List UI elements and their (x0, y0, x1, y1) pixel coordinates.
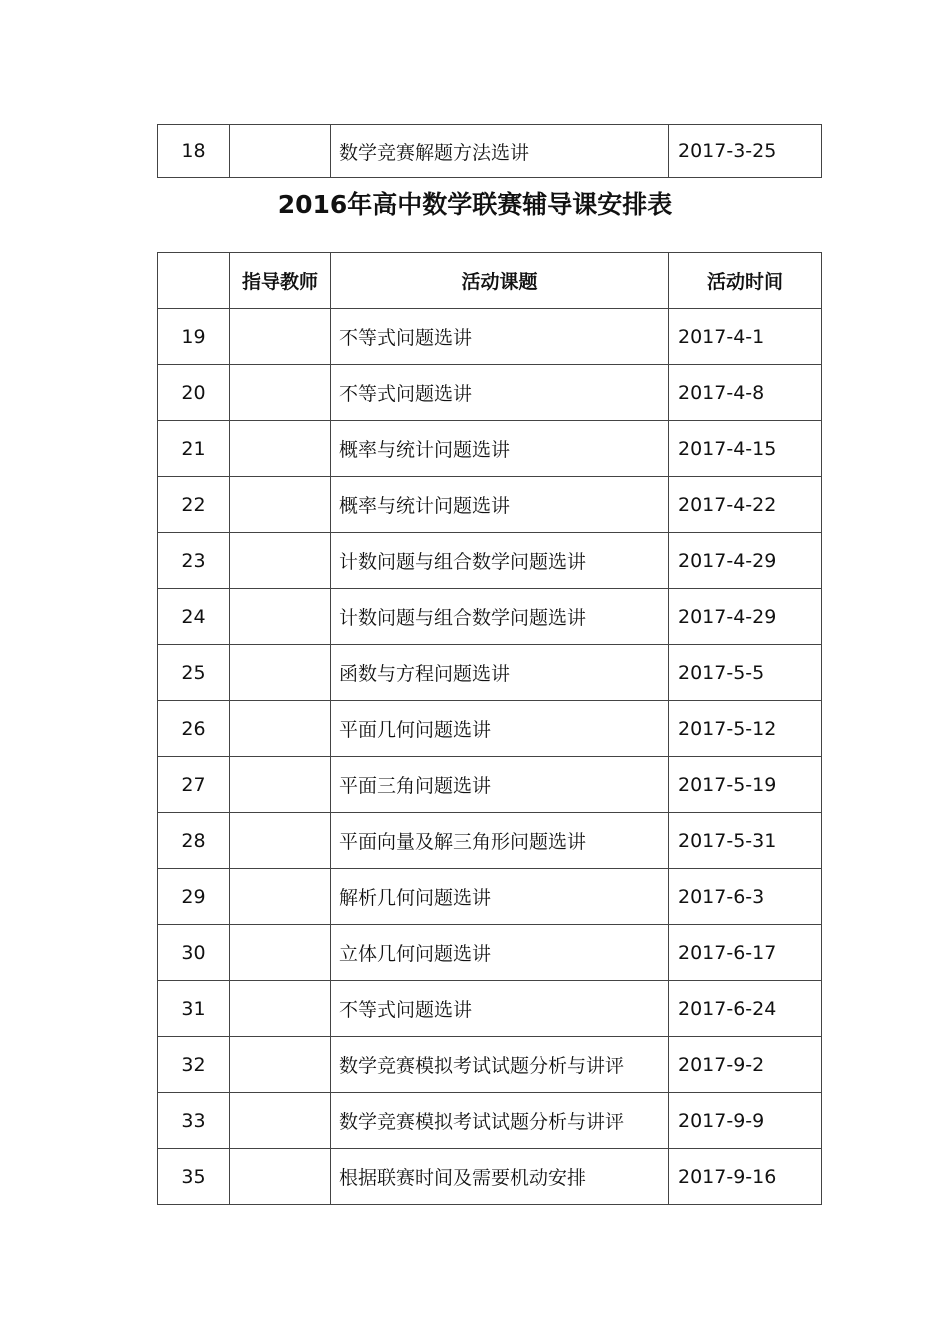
row-teacher (230, 1037, 331, 1093)
row-topic: 平面三角问题选讲 (331, 757, 669, 813)
row-topic: 立体几何问题选讲 (331, 925, 669, 981)
row-number: 32 (158, 1037, 230, 1093)
row-teacher (230, 645, 331, 701)
row-date: 2017-9-2 (669, 1037, 822, 1093)
row-number: 30 (158, 925, 230, 981)
row-teacher (230, 757, 331, 813)
row-teacher (230, 125, 331, 178)
row-topic: 计数问题与组合数学问题选讲 (331, 589, 669, 645)
row-number: 28 (158, 813, 230, 869)
row-teacher (230, 533, 331, 589)
row-date: 2017-9-16 (669, 1149, 822, 1205)
row-date: 2017-3-25 (669, 125, 822, 178)
row-teacher (230, 869, 331, 925)
table-row (158, 869, 822, 925)
table-header-row (158, 253, 822, 309)
row-number: 25 (158, 645, 230, 701)
row-number: 35 (158, 1149, 230, 1205)
row-number: 29 (158, 869, 230, 925)
row-date: 2017-6-24 (669, 981, 822, 1037)
table-row (158, 645, 822, 701)
row-number: 23 (158, 533, 230, 589)
table-row (158, 477, 822, 533)
page-title: 2016年高中数学联赛辅导课安排表 (277, 190, 673, 219)
row-teacher (230, 813, 331, 869)
row-date: 2017-4-29 (669, 533, 822, 589)
header-date: 活动时间 (669, 253, 822, 309)
row-topic: 不等式问题选讲 (331, 309, 669, 365)
row-date: 2017-4-15 (669, 421, 822, 477)
row-date: 2017-6-17 (669, 925, 822, 981)
row-teacher (230, 365, 331, 421)
row-date: 2017-4-22 (669, 477, 822, 533)
row-topic: 函数与方程问题选讲 (331, 645, 669, 701)
row-date: 2017-6-3 (669, 869, 822, 925)
header-number (158, 253, 230, 309)
row-topic: 不等式问题选讲 (331, 981, 669, 1037)
row-date: 2017-4-1 (669, 309, 822, 365)
row-topic: 概率与统计问题选讲 (331, 477, 669, 533)
row-number: 27 (158, 757, 230, 813)
row-date: 2017-5-12 (669, 701, 822, 757)
row-teacher (230, 981, 331, 1037)
row-topic: 平面向量及解三角形问题选讲 (331, 813, 669, 869)
schedule-table (157, 252, 822, 1205)
row-date: 2017-9-9 (669, 1093, 822, 1149)
table-row (158, 701, 822, 757)
row-topic: 解析几何问题选讲 (331, 869, 669, 925)
row-topic: 数学竞赛模拟考试试题分析与讲评 (331, 1037, 669, 1093)
table-row (158, 1149, 822, 1205)
table-row (158, 421, 822, 477)
table-row (158, 125, 822, 178)
table-row (158, 1037, 822, 1093)
table-body (158, 309, 822, 1205)
row-teacher (230, 309, 331, 365)
row-number: 20 (158, 365, 230, 421)
row-topic: 根据联赛时间及需要机动安排 (331, 1149, 669, 1205)
table-row (158, 1093, 822, 1149)
row-topic: 数学竞赛解题方法选讲 (331, 125, 669, 178)
table-row (158, 533, 822, 589)
table-row (158, 589, 822, 645)
table-row (158, 813, 822, 869)
row-date: 2017-5-5 (669, 645, 822, 701)
row-teacher (230, 701, 331, 757)
row-number: 21 (158, 421, 230, 477)
table-row (158, 925, 822, 981)
row-number: 24 (158, 589, 230, 645)
row-topic: 数学竞赛模拟考试试题分析与讲评 (331, 1093, 669, 1149)
header-topic: 活动课题 (331, 253, 669, 309)
table-row (158, 981, 822, 1037)
row-date: 2017-5-31 (669, 813, 822, 869)
row-topic: 不等式问题选讲 (331, 365, 669, 421)
row-number: 18 (158, 125, 230, 178)
row-number: 33 (158, 1093, 230, 1149)
table-row (158, 309, 822, 365)
continued-table (157, 124, 822, 178)
row-topic: 概率与统计问题选讲 (331, 421, 669, 477)
table-row (158, 365, 822, 421)
row-teacher (230, 925, 331, 981)
row-number: 31 (158, 981, 230, 1037)
row-teacher (230, 1093, 331, 1149)
row-date: 2017-4-29 (669, 589, 822, 645)
row-date: 2017-4-8 (669, 365, 822, 421)
row-topic: 平面几何问题选讲 (331, 701, 669, 757)
header-teacher: 指导教师 (230, 253, 331, 309)
row-teacher (230, 1149, 331, 1205)
table-row (158, 757, 822, 813)
row-number: 19 (158, 309, 230, 365)
row-teacher (230, 421, 331, 477)
row-teacher (230, 589, 331, 645)
row-topic: 计数问题与组合数学问题选讲 (331, 533, 669, 589)
row-number: 26 (158, 701, 230, 757)
row-teacher (230, 477, 331, 533)
row-date: 2017-5-19 (669, 757, 822, 813)
row-number: 22 (158, 477, 230, 533)
